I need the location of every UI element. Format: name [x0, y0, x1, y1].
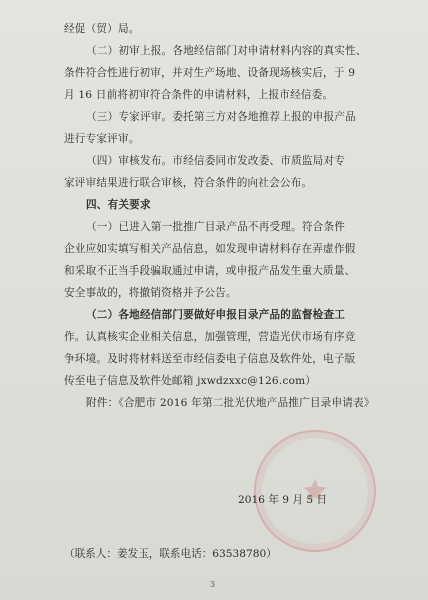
text-line: 企业应如实填写相关产品信息，如发现申请材料存在弄虚作假 — [64, 243, 356, 255]
text-line: 条件符合性进行初审，并对生产场地、设备现场核实后，于 9 — [64, 67, 356, 79]
contact-info: （联系人：姜发玉，联系电话：63538780） — [64, 548, 277, 560]
text-line: 经促（贸）局。 — [64, 23, 140, 35]
text-line: 安全事故的，将撤销资格并予公告。 — [64, 287, 237, 299]
official-seal — [254, 430, 376, 552]
text-line: 争环境。及时将材料送至市经信委电子信息及软件处，电子版 — [64, 353, 356, 365]
text-line: 作。认真核实企业相关信息，加强管理，营造光伏市场有序竞 — [64, 331, 356, 343]
document-body — [64, 18, 394, 414]
text-line: 和采取不正当手段骗取通过申请，或申报产品发生重大质量、 — [64, 265, 356, 277]
text-line: （二）初审上报。各地经信部门对申请材料内容的真实性、 — [86, 45, 367, 57]
text-line: 进行专家评审。 — [64, 133, 140, 145]
text-line: 月 16 日前将初审符合条件的申请材料，上报市经信委。 — [64, 89, 334, 101]
attachment-line: 附件：《合肥市 2016 年第二批光伏地产品推广目录申请表》 — [86, 397, 375, 409]
page-number: 3 — [210, 580, 216, 589]
text-line: （二）各地经信部门要做好申报目录产品的监督检查工 — [86, 309, 346, 321]
text-line: （四）审核发布。市经信委同市发改委、市质监局对专 — [86, 155, 346, 167]
text-line: 传至电子信息及软件处邮箱 jxwdzxxc@126.com） — [64, 375, 317, 387]
text-line: （三）专家评审。委托第三方对各地推荐上报的申报产品 — [86, 111, 356, 123]
document-date: 2016 年 9 月 5 日 — [238, 494, 328, 506]
section-heading: 四、有关要求 — [86, 199, 151, 211]
text-line: 家评审结果进行联合审核，符合条件的向社会公布。 — [64, 177, 313, 189]
text-line: （一）已进入第一批推广目录产品不再受理。符合条件 — [86, 221, 346, 233]
